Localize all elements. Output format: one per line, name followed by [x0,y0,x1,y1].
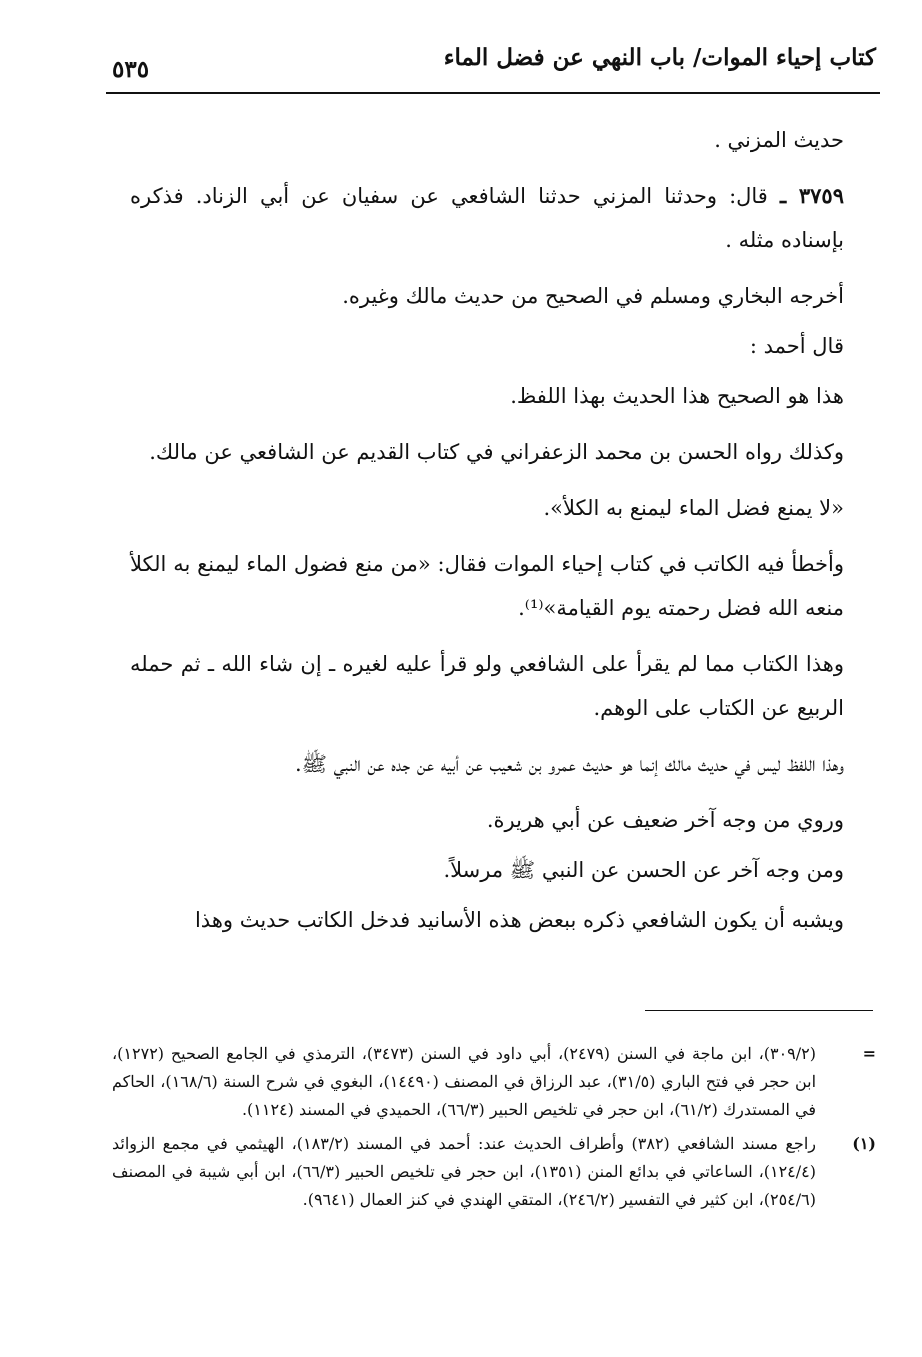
paragraph [130,430,844,474]
paragraph-text: وهذا الكتاب مما لم يقرأ على الشافعي ولو قرأ عليه لغيره ـ إن شاء الله ـ ثم حمله الربيع عن الكتاب على الوهم. [130,652,844,720]
paragraph [130,642,844,730]
paragraph-text: وأخطأ فيه الكاتب في كتاب إحياء الموات فقال: «من منع فضول الماء ليمنع به الكلأ منعه الله فضل رحمته يوم القيامة»⁽¹⁾. [130,552,844,620]
footnote-text: راجع مسند الشافعي (٣٨٢) وأطراف الحديث عند: أحمد في المسند (١٨٣/٢)، الهيثمي في مجمع الزوائد (١٢٤/٤)، الساعاتي في بدائع المنن (١٣٥١)، ابن حجر في تلخيص الحبير (٦٦/٣)، ابن أبي شيبة في المصنف (٢٥٤/٦)، ابن كثير في التفسير (٢٤٦/٢)، المتقي الهندي في كنز العمال (٩٦٤١). [112,1134,816,1209]
hadith-paragraph [130,174,844,262]
main-text [130,118,844,954]
footnote-text: (٣٠٩/٢)، ابن ماجة في السنن (٢٤٧٩)، أبي داود في السنن (٣٤٧٣)، الترمذي في الجامع الصحيح (١٢٧٢)، ابن حجر في فتح الباري (٣١/٥)، عبد الرزاق في المصنف (١٤٤٩٠)، البغوي في شرح السنة (١٦٨/٦)، الحاكم في المستدرك (٦١/٢)، ابن حجر في تلخيص الحبير (٦٦/٣)، الحميدي في المسند (١١٢٤). [112,1044,817,1119]
paragraph [130,274,844,318]
paragraph-text: هذا هو الصحيح هذا الحديث بهذا اللفظ. [510,384,844,408]
page-number: ٥٣٥ [112,56,150,83]
header-divider [106,92,880,94]
paragraph [130,486,844,530]
paragraph-text: وروي من وجه آخر ضعيف عن أبي هريرة. [486,808,844,832]
paragraph-text: ومن وجه آخر عن الحسن عن النبي ﷺ مرسلاً. [443,858,844,882]
running-header-title: كتاب إحياء الموات/ باب النهي عن فضل الماء [443,44,876,71]
paragraph-text: ويشبه أن يكون الشافعي ذكره ببعض هذه الأسانيد فدخل الكاتب حديث وهذا [194,908,844,932]
footnote [112,1040,876,1124]
paragraph [130,374,844,418]
paragraph [130,848,844,892]
paragraph-text: «لا يمنع فضل الماء ليمنع به الكلأ». [543,496,844,520]
paragraph [130,542,844,630]
paragraph-text: وكذلك رواه الحسن بن محمد الزعفراني في كتاب القديم عن الشافعي عن مالك. [149,440,844,464]
paragraph-text: قال أحمد : [749,334,844,358]
paragraph [130,898,844,942]
paragraph [130,798,844,842]
paragraph-text: قال: وحدثنا المزني حدثنا الشافعي عن سفيان عن أبي الزناد. فذكره بإسناده مثله . [130,184,844,252]
paragraph [130,118,844,162]
hadith-number: ٣٧٥٩ ـ [779,183,844,208]
paragraph [130,324,844,368]
footnote-divider [645,1010,873,1011]
footnote [112,1130,876,1214]
paragraph-text: وهذا اللفظ ليس في حديث مالك إنما هو حديث عمرو بن شعيب عن أبيه عن جده عن النبي ﷺ. [294,752,844,776]
paragraph [130,742,844,786]
paragraph-text: حديث المزني . [714,128,844,152]
paragraph-text: أخرجه البخاري ومسلم في الصحيح من حديث مالك وغيره. [342,284,844,308]
footnote-marker: (١) [852,1134,876,1153]
footnotes [112,1040,876,1220]
footnote-marker: = [862,1044,876,1063]
